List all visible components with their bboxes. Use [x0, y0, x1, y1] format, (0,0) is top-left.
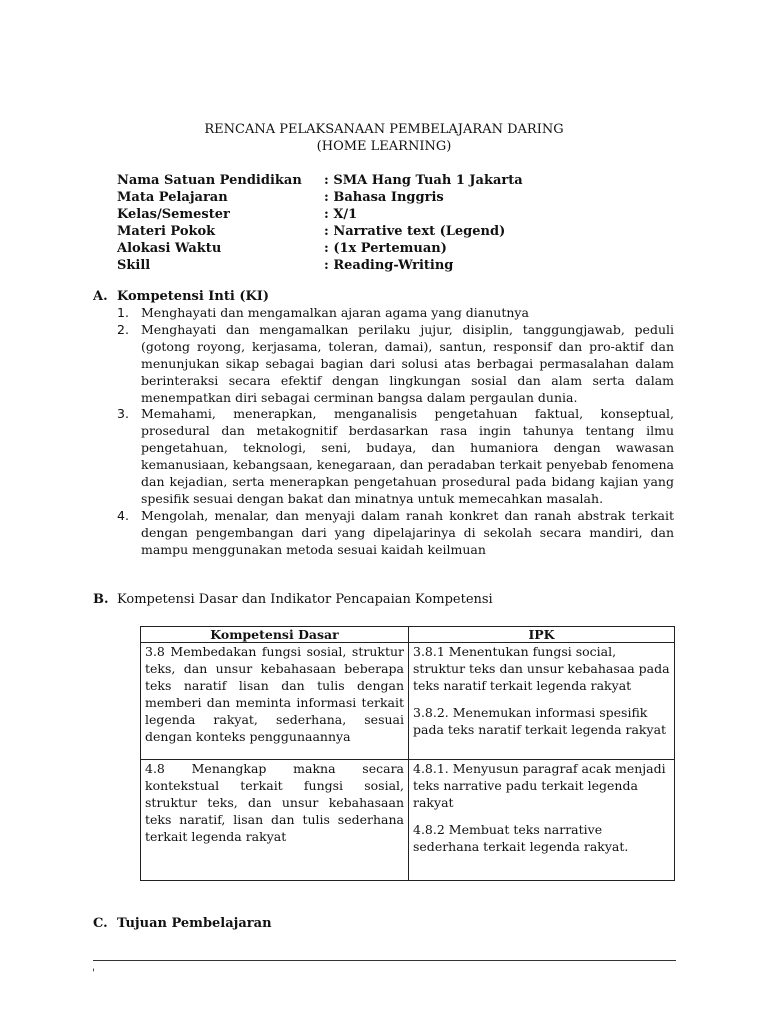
document-subtitle: (HOME LEARNING) — [316, 139, 452, 154]
meta-key: Materi Pokok — [117, 224, 216, 239]
table-cell-kd: 3.8 Membedakan fungsi sosial, struktur teks, dan unsur kebahasaan beberapa teks naratif lisan dan tulis dengan memberi dan meminta informasi terkait legenda rakyat, sederhana, sesuai dengan konteks penggunaannya — [141, 643, 409, 760]
section-b-heading — [93, 592, 493, 607]
section-title: Kompetensi Dasar dan Indikator Pencapaian Kompetensi — [117, 592, 493, 607]
list-item — [117, 322, 674, 407]
table-cell-ipk — [409, 760, 675, 881]
section-title: Tujuan Pembelajaran — [117, 916, 272, 931]
meta-value: : Reading-Writing — [324, 258, 454, 273]
section-letter: B. — [93, 592, 109, 607]
section-letter: A. — [93, 289, 108, 304]
section-letter: C. — [93, 916, 108, 931]
meta-value: : Narrative text (Legend) — [324, 224, 506, 239]
table-row — [141, 760, 675, 881]
ipk-item: 4.8.1. Menyusun paragraf acak menjadi teks narrative padu terkait legenda rakyat — [413, 761, 666, 810]
competency-table — [140, 626, 675, 881]
meta-key: Kelas/Semester — [117, 207, 230, 222]
list-text: Memahami, menerapkan, menganalisis pengetahuan faktual, konseptual, prosedural dan metakognitif berdasarkan rasa ingin tahunya tentang ilmu pengetahuan, teknologi, seni, budaya, dan humaniora dengan wawasan kemanusiaan, kebangsaan, kenegaraan, dan peradaban terkait penyebab fenomena dan kejadian, serta menerapkan pengetahuan prosedural pada bidang kajian yang spesifik sesuai dengan bakat dan minatnya untuk memecahkan masalah. — [141, 406, 674, 506]
list-number: 2. — [117, 321, 129, 337]
meta-value: : SMA Hang Tuah 1 Jakarta — [324, 173, 523, 188]
meta-value: : Bahasa Inggris — [324, 190, 444, 205]
ki-list — [117, 305, 674, 559]
meta-key: Mata Pelajaran — [117, 190, 228, 205]
table-header-cell: Kompetensi Dasar — [141, 627, 409, 643]
meta-row — [117, 223, 523, 240]
table-cell-kd: 4.8 Menangkap makna secara kontekstual terkait fungsi sosial, struktur teks, dan unsur kebahasaan teks naratif, lisan dan tulis sederhana terkait legenda rakyat — [141, 760, 409, 881]
ipk-item: 3.8.1 Menentukan fungsi social, struktur teks dan unsur kebahasaa pada teks naratif terkait legenda rakyat — [413, 644, 670, 693]
section-c-heading — [93, 916, 272, 931]
section-title: Kompetensi Inti (KI) — [117, 289, 269, 304]
meta-key: Alokasi Waktu — [117, 241, 222, 256]
meta-row — [117, 172, 523, 189]
meta-row — [117, 240, 523, 257]
list-text: Menghayati dan mengamalkan ajaran agama yang dianutnya — [141, 305, 529, 320]
list-number: 4. — [117, 507, 129, 523]
list-text: Mengolah, menalar, dan menyaji dalam ranah konkret dan ranah abstrak terkait dengan pengembangan dari yang dipelajarinya di sekolah secara mandiri, dan mampu menggunakan metoda sesuai kaidah keilmuan — [141, 507, 674, 557]
meta-key: Nama Satuan Pendidikan — [117, 173, 302, 188]
meta-row — [117, 189, 523, 206]
list-text: Menghayati dan mengamalkan perilaku jujur, disiplin, tanggungjawab, peduli (gotong royong, kerjasama, toleran, damai), santun, responsif dan pro-aktif dan menunjukan sikap sebagai bagian dari solusi atas berbagai permasalahan dalam berinteraksi secara efektif dengan lingkungan sosial dan alam serta dalam menempatkan diri sebagai cerminan bangsa dalam pergaulan dunia. — [141, 321, 674, 405]
meta-value: : X/1 — [324, 207, 358, 222]
ipk-item: 3.8.2. Menemukan informasi spesifik pada teks naratif terkait legenda rakyat — [413, 705, 667, 737]
ipk-item: 4.8.2 Membuat teks narrative sederhana terkait legenda rakyat. — [413, 822, 629, 854]
list-item — [117, 406, 674, 507]
meta-key: Skill — [117, 258, 151, 273]
list-item — [117, 305, 674, 322]
footer-mark: ' — [92, 968, 95, 979]
list-number: 3. — [117, 406, 129, 422]
meta-value: : (1x Pertemuan) — [324, 241, 447, 256]
section-a-heading — [93, 289, 269, 304]
table-cell-ipk — [409, 643, 675, 760]
meta-row — [117, 206, 523, 223]
table-row — [141, 643, 675, 760]
footer-divider — [93, 960, 676, 961]
list-number: 1. — [117, 305, 129, 320]
table-header-row — [141, 627, 675, 643]
table-header-cell: IPK — [409, 627, 675, 643]
identity-block — [117, 172, 523, 274]
list-item — [117, 508, 674, 559]
document-title: RENCANA PELAKSANAAN PEMBELAJARAN DARING — [204, 122, 564, 137]
meta-row — [117, 257, 523, 274]
